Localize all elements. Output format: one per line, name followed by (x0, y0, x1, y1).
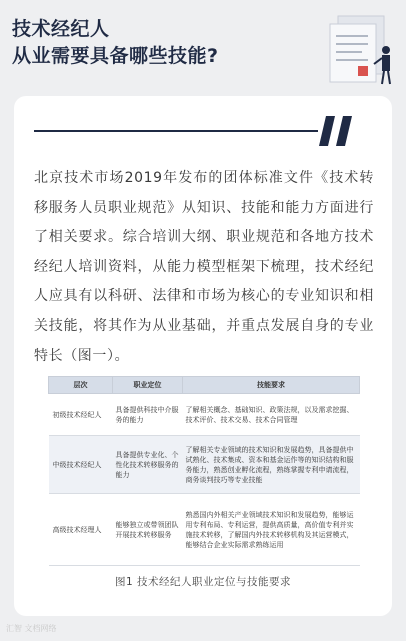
table-header-skills: 技能要求 (183, 377, 360, 394)
page-title-line-2: 从业需要具备哪些技能? (12, 45, 219, 67)
page-title-line-1: 技术经纪人 (12, 18, 110, 40)
table-cell-skills: 熟悉国内外相关产业领域技术知识和发展趋势，能够运用专利布局、专利运营，提供高质量，高价值专利并实施技术转移，了解国内外技术转移机构及其运营模式，能够结合企业实际需求熟练运用 (183, 494, 360, 566)
table-cell-level: 高级技术经理人 (49, 494, 113, 566)
table-cell-level: 初级技术经纪人 (49, 394, 113, 436)
document-illustration-icon (324, 10, 396, 88)
table-header-position: 职业定位 (113, 377, 183, 394)
table-cell-skills: 了解相关概念、基础知识、政策法规，以及需求挖掘、技术评价、技术交易、技术合同管理 (183, 394, 360, 436)
table-cell-position: 能够独立或带领团队开展技术转移服务 (113, 494, 183, 566)
watermark: 汇智 文档网络 (6, 624, 57, 633)
figure-caption: 图1 技术经纪人职业定位与技能要求 (114, 576, 292, 588)
article-card (14, 96, 392, 616)
title-block (12, 16, 219, 70)
table-cell-level: 中级技术经纪人 (49, 436, 113, 494)
table-cell-skills: 了解相关专业领域的技术知识和发展趋势，具备提供中试熟化、技术集成、资本和基金运作等的知识结构和服务能力，熟悉创业孵化流程，熟练掌握专利申请流程，商务谈判技巧等专业技能 (183, 436, 360, 494)
table-header-row (49, 377, 360, 394)
table-cell-position: 具备提供专业化、个性化技术转移服务的能力 (113, 436, 183, 494)
divider-rule (34, 130, 318, 132)
table-header-level: 层次 (49, 377, 113, 394)
skills-table (48, 376, 360, 566)
table-row (49, 494, 360, 566)
table-cell-position: 具备提供科技中介服务的能力 (113, 394, 183, 436)
table-row (49, 436, 360, 494)
quote-mark-icon (317, 112, 355, 150)
table-row (49, 394, 360, 436)
article-paragraph: 北京技术市场2019年发布的团体标准文件《技术转移服务人员职业规范》从知识、技能和能力方面进行了相关要求。综合培训大纲、职业规范和各地方技术经纪人培训资料，从能力模型框架下梳理，技术经纪人应具有以科研、法律和市场为核心的专业知识和相关技能，将其作为从业基础，并重点发展自身的专业特长（图一）。 (34, 170, 374, 364)
